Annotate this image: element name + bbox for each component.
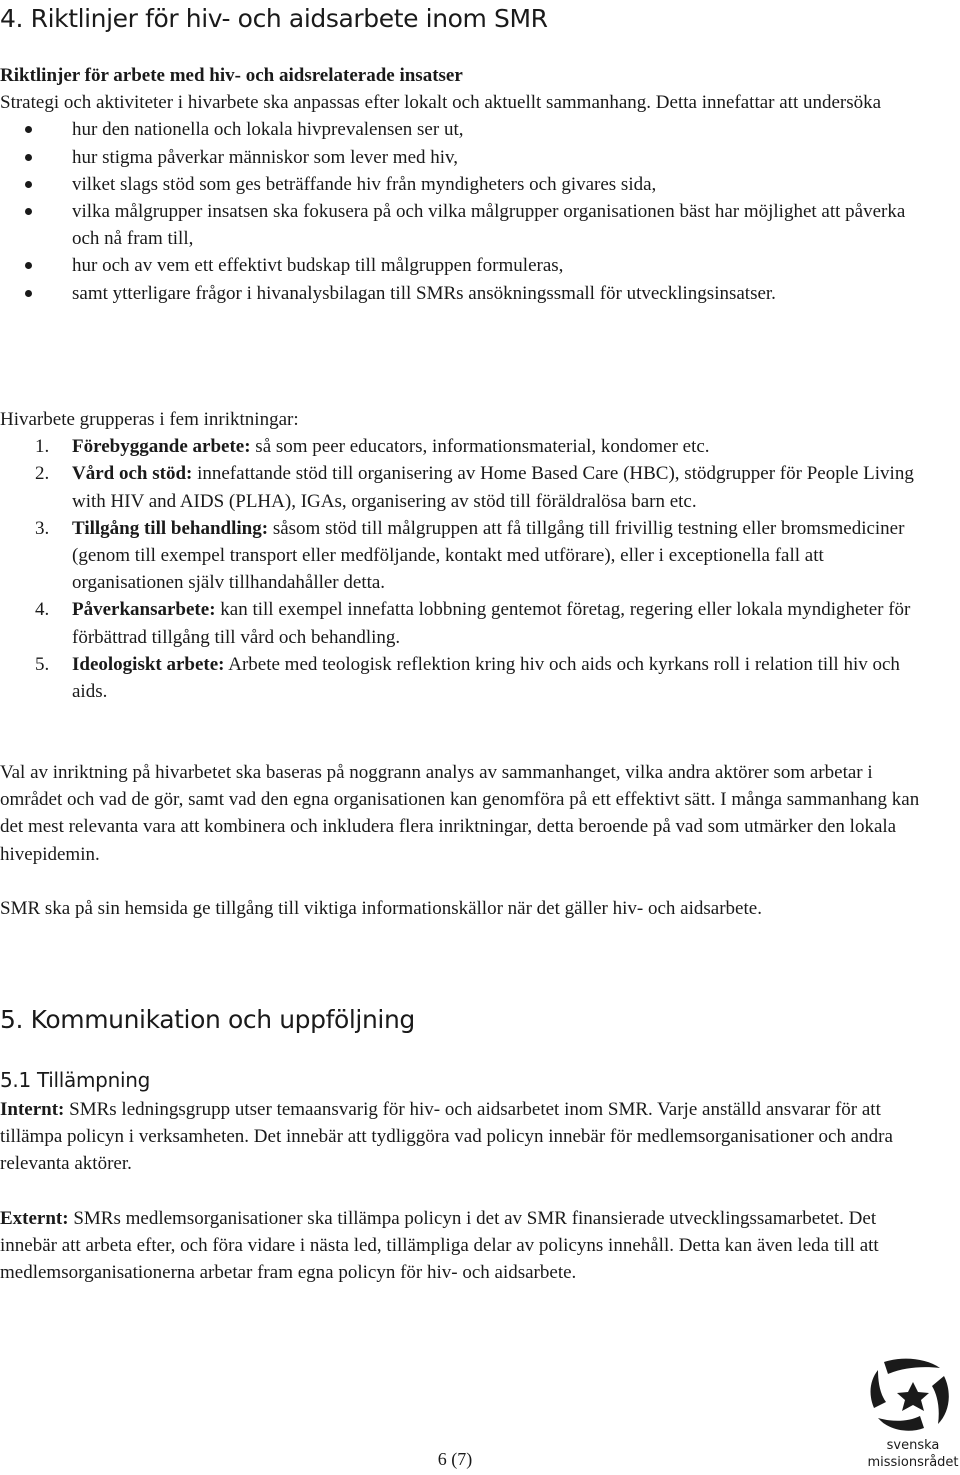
logo-text-line-2: missionsrådet [867,1455,959,1470]
section-4-subtitle: Riktlinjer för arbete med hiv- och aidsrelaterade insatser [0,65,463,86]
star-mark-icon [866,1352,960,1434]
list-item: 4. Påverkansarbete: kan till exempel innefatta lobbning gentemot företag, regering eller lokala myndigheter för förbättrad tillgång till vård och behandling. [35,599,911,648]
directions-block [0,406,930,705]
list-item: hur stigma påverkar människor som lever med hiv, [0,144,930,171]
list-item: hur den nationella och lokala hivprevalensen ser ut, [0,116,930,143]
organization-logo [866,1352,960,1475]
list-item: 5. Ideologiskt arbete: Arbete med teologisk reflektion kring hiv och aids och kyrkans roll i relation till hiv och aids. [35,653,900,703]
section-4-intro: Strategi och aktiviteter i hivarbete ska anpassas efter lokalt och aktuellt sammanhang. Detta innefattar att undersöka [0,92,882,114]
list-item: hur och av vem ett effektivt budskap till målgruppen formuleras, [0,252,930,279]
directions-list [0,433,930,705]
section-5-1-title: 5.1 Tillämpning [0,1068,150,1092]
paragraph-internal: Internt: SMRs ledningsgrupp utser temaansvarig för hiv- och aidsarbetet inom SMR. Varje anställd ansvarar för att tillämpa policyn i verksamheten. Det innebär att tydliggöra vad policyn innebär för medlemsorganisationer och andra relevanta aktörer. [0,1099,893,1175]
list-item: 3. Tillgång till behandling: såsom stöd till målgruppen att få tillgång till frivillig testning eller bromsmediciner (genom till exempel transport eller medföljande, kontakt med utförare), eller i exceptionella fall att organisationen själv tillhandahåller detta. [35,517,905,594]
bullet-icon [25,154,32,161]
logo-text-line-1: svenska [886,1438,940,1453]
bullet-icon [25,126,32,133]
section-4-title: 4. Riktlinjer för hiv- och aidsarbete inom SMR [0,4,548,33]
bullet-icon [25,208,32,215]
list-item: vilka målgrupper insatsen ska fokusera på och vilka målgrupper organisationen bäst har möjlighet att påverka och nå fram till, [0,198,930,252]
paragraph-external: Externt: SMRs medlemsorganisationer ska tillämpa policyn i det av SMR finansierade utvecklingssamarbetet. Det innebär att arbeta efter, och föra vidare i nästa led, tillämpliga delar av policyns innehåll. Detta kan även leda till att medlemsorganisationerna arbetar fram egna policyn för hiv- och aidsarbete. [0,1208,879,1284]
external-label: Externt: [0,1208,69,1229]
list-item: 1. Förebyggande arbete: så som peer educators, informationsmaterial, kondomer etc. [35,436,710,458]
list-item: samt ytterligare frågor i hivanalysbilagan till SMRs ansökningssmall för utvecklingsinsatser. [0,280,930,307]
list-item: 2. Vård och stöd: innefattande stöd till organisering av Home Based Care (HBC), stödgrupper för People Living with HIV and AIDS (PLHA), IGAs, organisering av stöd till föräldralösa barn etc. [35,463,914,512]
list-item: vilket slags stöd som ges beträffande hiv från myndigheters och givares sida, [0,171,930,198]
paragraph-direction-choice: Val av inriktning på hivarbetet ska baseras på noggrann analys av sammanhanget, vilka andra aktörer som arbetar i området och vad de gör, samt vad den egna organisationen kan genomföra på ett effektivt sätt. I många sammanhang kan det mest relevanta vara att kombinera och inkludera flera inriktningar, detta beroende på vad som utmärker den lokala hivepidemin. [0,762,920,865]
bullet-icon [25,290,32,297]
section-4-body [0,62,930,307]
investigation-list [0,116,930,306]
bullet-icon [25,262,32,269]
bullet-icon [25,181,32,188]
internal-label: Internt: [0,1099,65,1120]
section-5-title: 5. Kommunikation och uppföljning [0,1005,415,1034]
page-number: 6 (7) [437,1449,473,1469]
directions-intro: Hivarbete grupperas i fem inriktningar: [0,409,299,430]
paragraph-website: SMR ska på sin hemsida ge tillgång till viktiga informationskällor när det gäller hiv- och aidsarbete. [0,898,762,919]
